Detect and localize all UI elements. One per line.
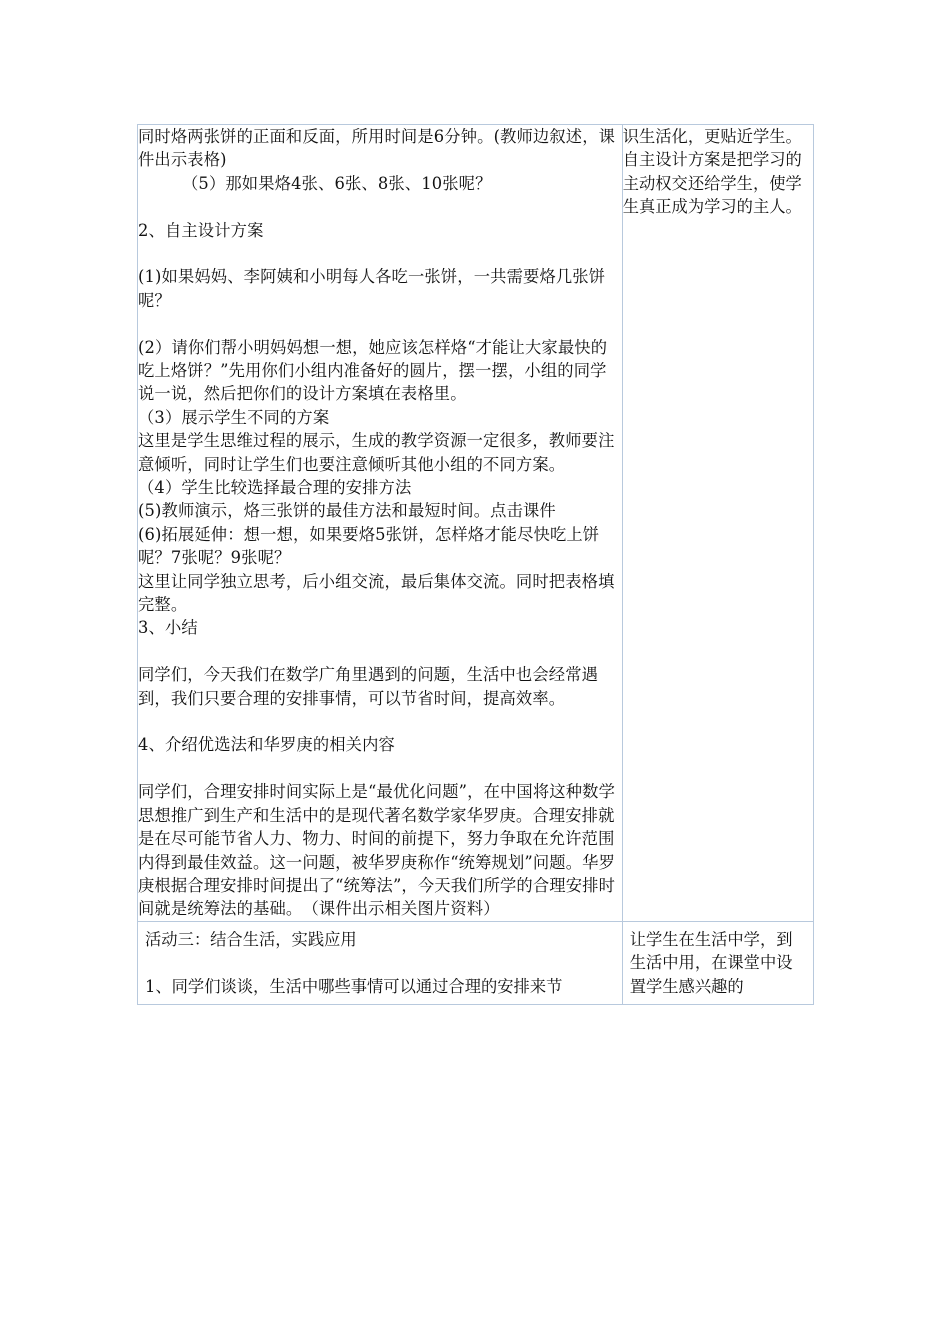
procedure-cell	[138, 125, 623, 922]
paragraph: 1、同学们谈谈，生活中哪些事情可以通过合理的安排来节	[145, 976, 563, 996]
paragraph: 这里是学生思维过程的展示，生成的教学资源一定很多，教师要注意倾听，同时让学生们也要注意倾听其他小组的不同方案。	[138, 431, 615, 474]
design-intent-cell	[622, 125, 813, 922]
paragraph: 识生活化，更贴近学生。	[622, 127, 802, 146]
activity-heading: 活动三：结合生活，实践应用	[145, 929, 357, 949]
paragraph: (2）请你们帮小明妈妈想一想，她应该怎样烙“才能让大家最快的吃上烙饼？”先用你们小组内准备好的圆片，摆一摆，小组的同学说一说，然后把你们的设计方案填在表格里。	[138, 337, 608, 404]
paragraph: (6)拓展延伸：想一想，如果要烙5张饼，怎样烙才能尽快吃上饼呢？7张呢？9张呢？	[138, 524, 600, 568]
procedure-cell	[138, 921, 623, 1004]
paragraph: 同学们，合理安排时间实际上是“最优化问题”，在中国将这种数学思想推广到生产和生活中的是现代著名数学家华罗庚。合理安排就是在尽可能节省人力、物力、时间的前提下，努力争取在允许范围内得到最佳效益。这一问题，被华罗庚称作“统筹规划”问题。华罗庚根据合理安排时间提出了“统筹法”，今天我们所学的合理安排时间就是统筹法的基础。 （课件出示相关图片资料）	[138, 782, 616, 919]
paragraph: (5)教师演示，烙三张饼的最佳方法和最短时间。点击课件	[138, 501, 556, 521]
blank-line	[138, 757, 622, 780]
paragraph: （4）学生比较选择最合理的安排方法	[138, 478, 412, 498]
blank-line	[138, 195, 622, 218]
paragraph: 自主设计方案是把学习的主动权交还给学生，使学生真正成为学习的主人。	[622, 150, 802, 217]
paragraph: 这里让同学独立思考，后小组交流，最后集体交流。同时把表格填完整。	[138, 571, 615, 615]
table-row	[138, 921, 814, 1004]
design-intent-cell	[622, 921, 813, 1004]
blank-line	[145, 951, 616, 974]
table-row	[138, 125, 814, 922]
section-heading: 3、小结	[138, 618, 198, 638]
paragraph: (1)如果妈妈、李阿姨和小明每人各吃一张饼，一共需要烙几张饼呢？	[138, 267, 606, 310]
paragraph: 同学们，今天我们在数学广角里遇到的问题，生活中也会经常遇到，我们只要合理的安排事情，可以节省时间，提高效率。	[138, 665, 599, 708]
paragraph: （3）展示学生不同的方案	[138, 407, 330, 427]
blank-line	[138, 640, 622, 663]
lesson-plan-table	[137, 124, 814, 1005]
blank-line	[138, 312, 622, 335]
paragraph: 让学生在生活中学，到生活中用，在课堂中设置学生感兴趣的	[629, 929, 793, 996]
paragraph: （5）那如果烙4张、6张、8张、10张呢？	[182, 173, 492, 193]
blank-line	[138, 710, 622, 733]
section-heading: 2、自主设计方案	[138, 220, 264, 240]
section-heading: 4、介绍优选法和华罗庚的相关内容	[138, 735, 395, 755]
paragraph: 同时烙两张饼的正面和反面，所用时间是6分钟。(教师边叙述，课件出示表格)	[138, 127, 616, 170]
blank-line	[138, 242, 622, 265]
